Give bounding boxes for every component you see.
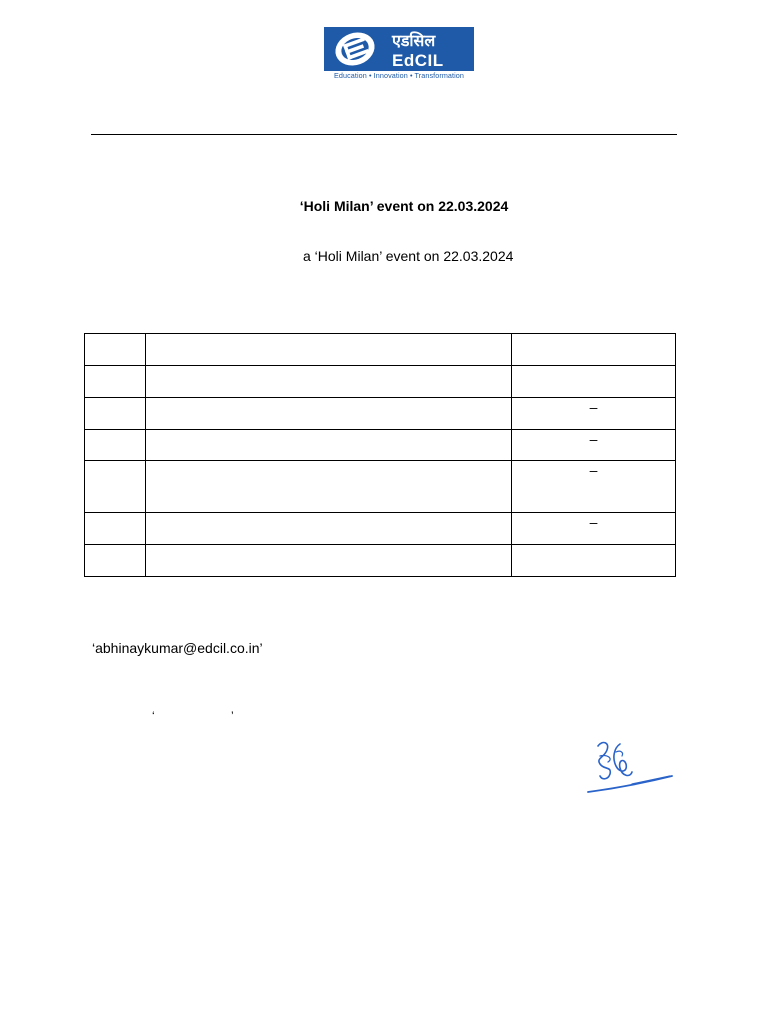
table-cell-description — [146, 334, 512, 366]
handwritten-signature-icon — [580, 732, 680, 800]
svg-text:EdCIL: EdCIL — [392, 51, 444, 70]
table-row — [85, 366, 676, 398]
header-divider — [91, 134, 677, 135]
table-row — [85, 430, 676, 461]
table-cell-description — [146, 430, 512, 461]
table-cell-sno — [85, 334, 146, 366]
logo-tagline: Education • Innovation • Transformation — [334, 71, 464, 80]
table-cell-description — [146, 366, 512, 398]
table-row — [85, 461, 676, 513]
table-cell-sno — [85, 430, 146, 461]
table-cell-value — [512, 366, 676, 398]
document-title: ‘Holi Milan’ event on 22.03.2024 — [299, 198, 509, 214]
contact-email: ‘abhinaykumar@edcil.co.in’ — [92, 640, 263, 656]
dash-text: – — [589, 399, 598, 415]
closing-quote-mark: ’ — [231, 709, 234, 723]
dash-text: – — [589, 431, 598, 447]
table-cell-value — [512, 513, 676, 545]
table-row — [85, 513, 676, 545]
svg-text:एडसिल: एडसिल — [392, 31, 436, 50]
opening-quote-mark: ‘ — [152, 709, 155, 723]
table-cell-value — [512, 430, 676, 461]
logo-badge — [324, 27, 474, 71]
signature — [580, 732, 680, 800]
document-subline: a ‘Holi Milan’ event on 22.03.2024 — [303, 248, 514, 264]
table-cell-value — [512, 398, 676, 430]
table-cell-sno — [85, 545, 146, 577]
table-row — [85, 398, 676, 430]
table-row — [85, 334, 676, 366]
table-cell-sno — [85, 461, 146, 513]
table-row — [85, 545, 676, 577]
table-cell-description — [146, 545, 512, 577]
dash-text: – — [589, 462, 598, 478]
table-cell-description — [146, 513, 512, 545]
table-cell-sno — [85, 513, 146, 545]
table-cell-value — [512, 334, 676, 366]
table-cell-description — [146, 461, 512, 513]
table-cell-value — [512, 545, 676, 577]
table-cell-value — [512, 461, 676, 513]
edcil-logo-mark-icon — [324, 27, 474, 71]
table-cell-description — [146, 398, 512, 430]
details-table — [84, 333, 676, 577]
table-cell-sno — [85, 398, 146, 430]
edcil-logo — [324, 27, 474, 81]
table-cell-sno — [85, 366, 146, 398]
dash-text: – — [589, 514, 598, 530]
